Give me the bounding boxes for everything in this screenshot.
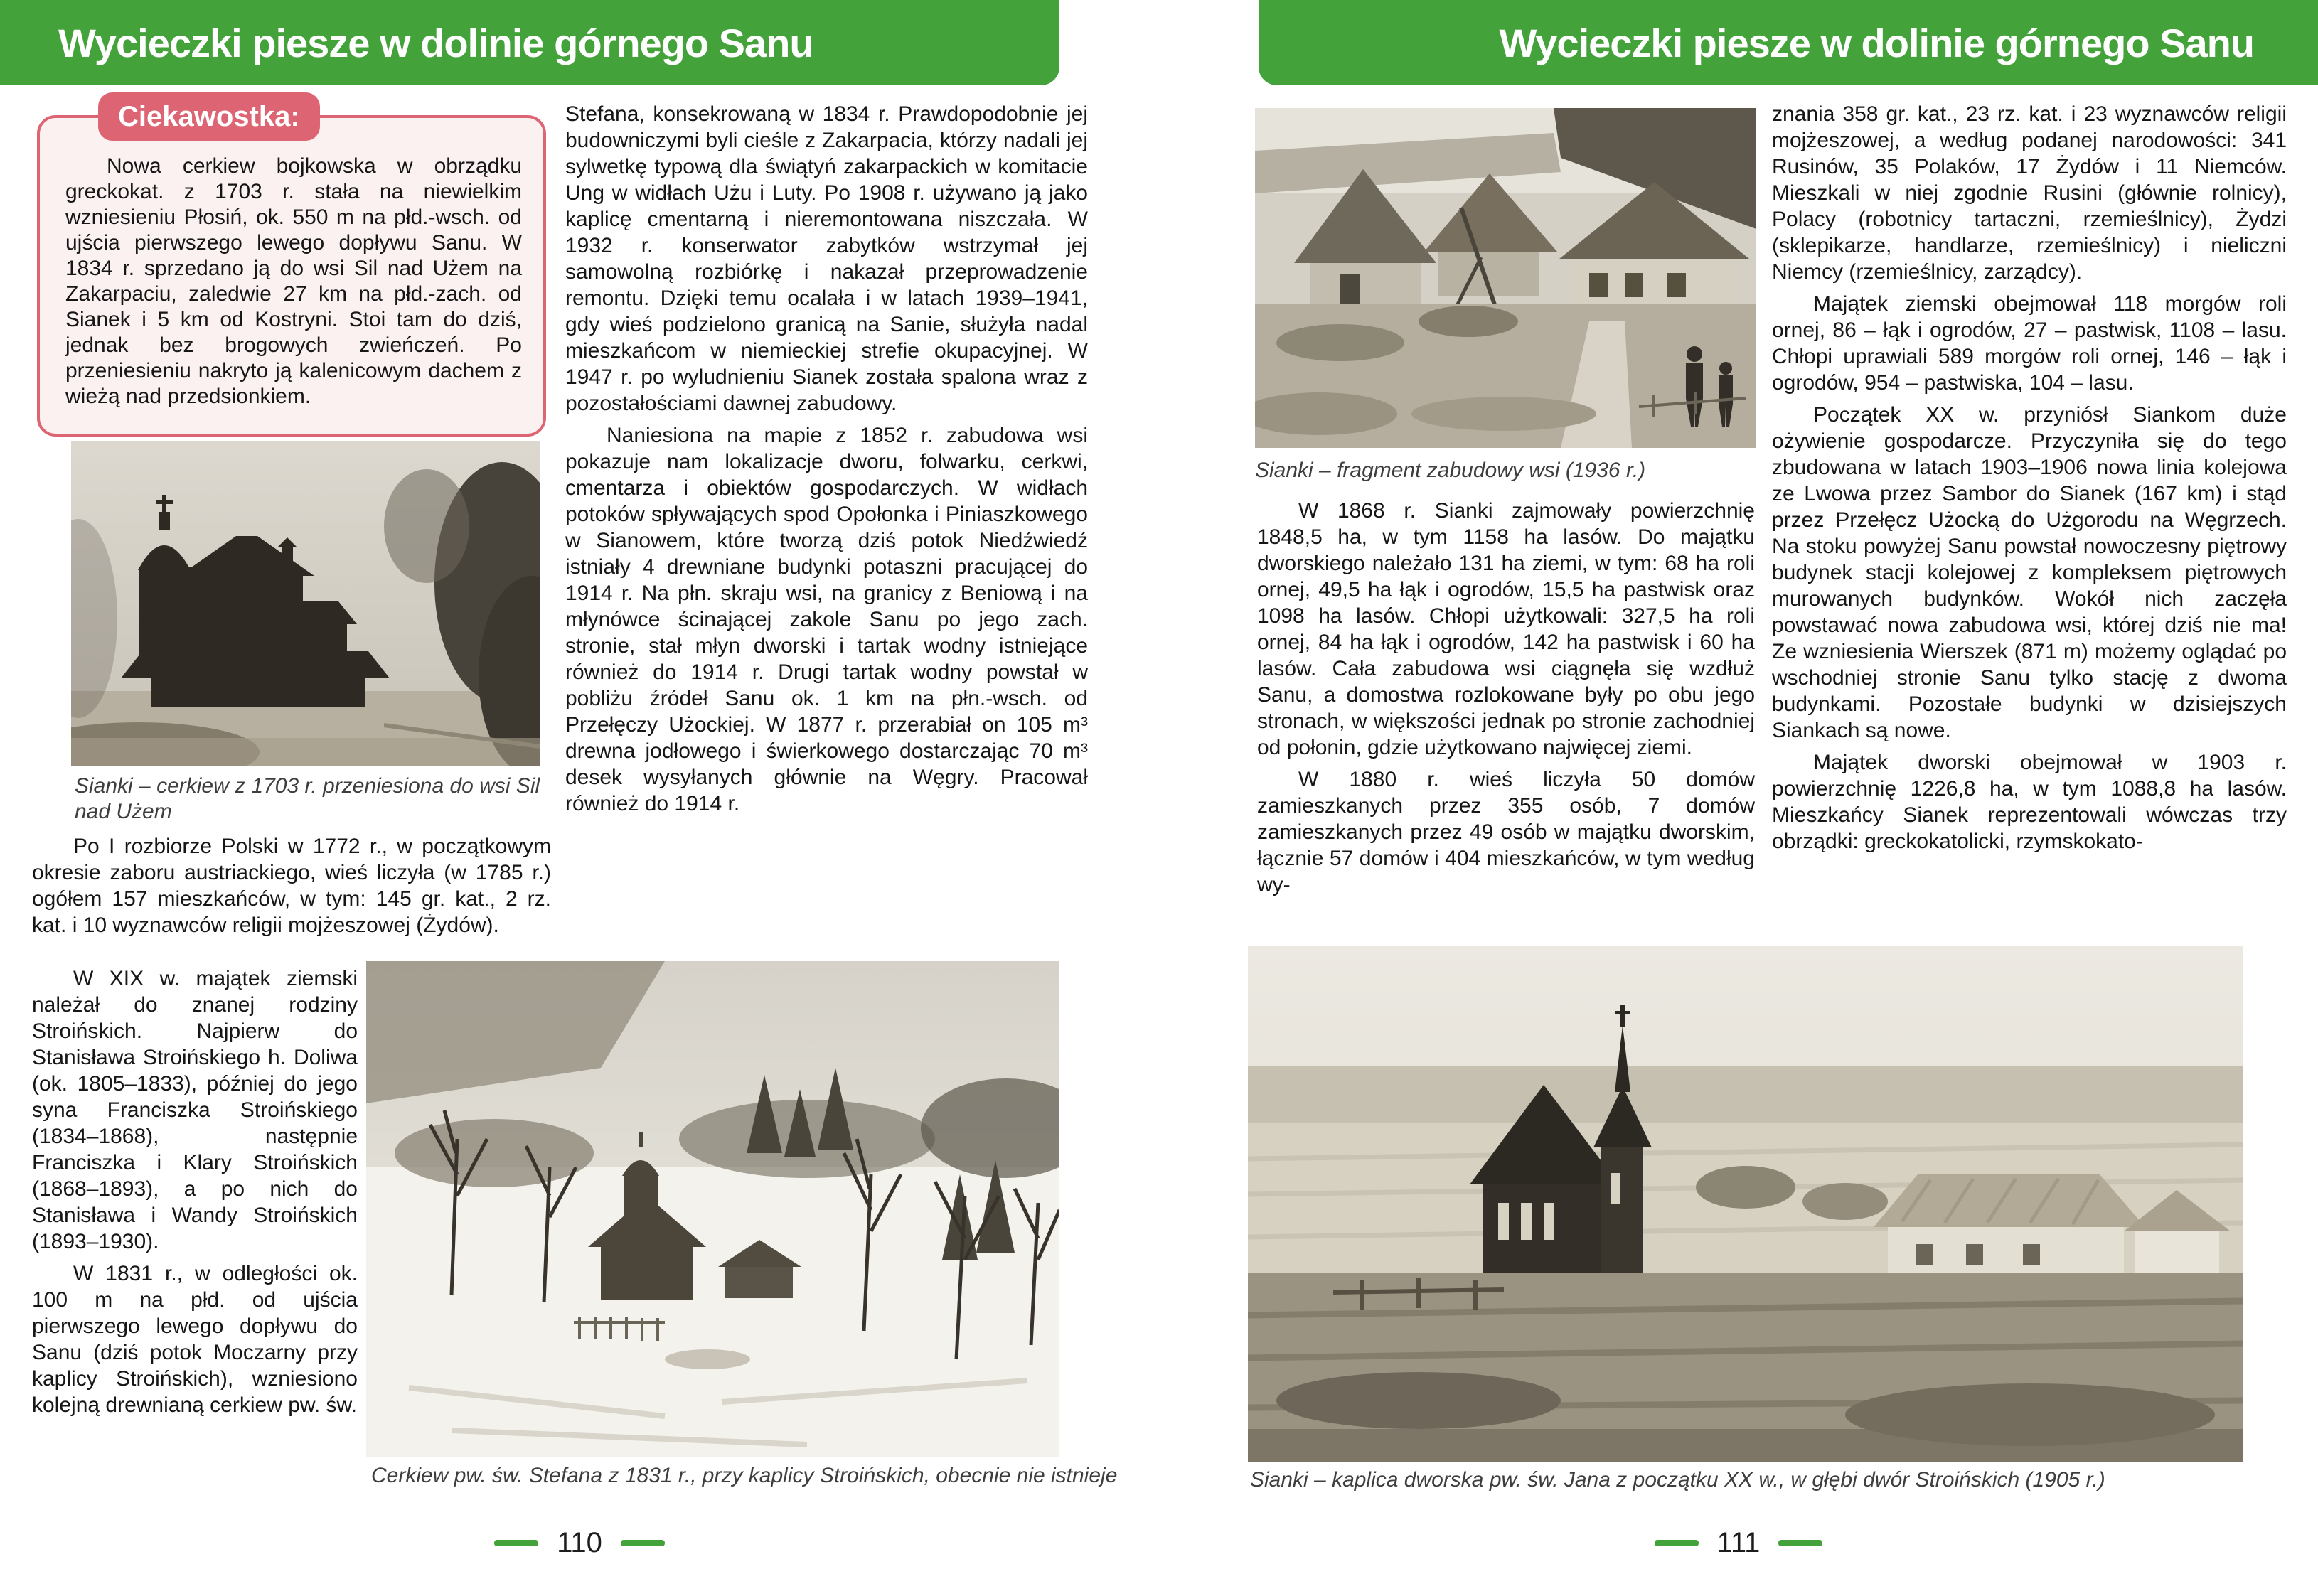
page-number-value: 111 [1716,1527,1761,1558]
right-page-title: Wycieczki piesze w dolinie górnego Sanu [1499,20,2254,65]
paragraph-1868: W 1868 r. Sianki zajmowały powierzchnię 1848,5 ha, w tym 1158 ha lasów. Do majątku dworskiego należało 131 ha ziemi, w tym: 68 ha roli ornej, 49,5 ha łąk i ogrodów, 15,5 ha pastwisk oraz 1098 ha lasów. Chłopi użytkowali: 327,5 ha roli ornej, 84 ha łąk i ogrodów, 142 ha pastwisk i 60 ha lasów. Cała zabudowa wsi ciągnęła się wzdłuż Sanu, a domostwa rozlokowane były po obu jego stronach, w większości jednak po stronie zachodniej od połonin, gdzie użytkowano najwięcej ziemi. [1257,499,1755,759]
paragraph-stefana: Stefana, konsekrowaną w 1834 r. Prawdopodobnie jej budowniczymi byli cieśle z Zakarpacia, którzy nadali jej sylwetkę typową dla świątyń zakarpackich w komitacie Ung w widłach Użu i Luty. Po 1908 r. używano ją jako kaplicę cmentarną i nieremontowana niszczała. W 1932 r. konserwator zabytków wstrzymał jej samowolną rozbiórkę i nakazał przeprowadzenie remontu. Dzięki temu ocalała i w latach 1939–1941, gdy wieś podzielono granicą na Sanie, służyła nadal mieszkańcom w niemieckiej strefie okupacyjnej. W 1947 r. po wyludnieniu Sianek została spalona wraz z pozostałościami dawnej zabudowy. [565,102,1088,415]
paragraph-rozbiory: Po I rozbiorze Polski w 1772 r., w początkowym okresie zaboru austriackiego, wieś liczyła (w 1785 r.) ogółem 157 mieszkańców, w tym: 145 gr. kat., 2 rz. kat. i 10 wyznawców religii mojżeszowej (Żydów). [32,835,551,937]
paragraph-majatek-dworski: Majątek dworski obejmował w 1903 r. powierzchnię 1226,8 ha, w tym 1088,8 ha lasów. Mieszkańcy Sianek reprezentowali wówczas trzy obrządki: greckokatolicki, rzymskokato- [1772,751,2287,853]
photo-winter-caption: Cerkiew pw. św. Stefana z 1831 r., przy kaplicy Stroińskich, obecnie nie istnieje [371,1464,1118,1487]
left-page-number [0,1527,1159,1559]
paragraph-1880: W 1880 r. wieś liczyła 50 domów zamieszkanych przez 355 osób, 7 domów zamieszkanych przez 49 osób w majątku dworskim, łącznie 57 domów i 404 mieszkańców, w tym według wy- [1257,768,1755,896]
paragraph-1831: W 1831 r., w odległości ok. 100 m na płd. od ujścia pierwszego lewego dopływu do Sanu (dziś potok Moczarny przy kaplicy Stroińskich), wzniesiono kolejną drewnianą cerkiew pw. św. [32,1262,358,1417]
paragraph-wyznania: znania 358 gr. kat., 23 rz. kat. i 23 wyznawców religii mojżeszowej, a według podanej narodowości: 341 Rusinów, 35 Polaków, 17 Żydów i 11 Niemców. Mieszkali w niej zgodnie Rusini (głównie rolnicy), Polacy (robotnicy tartaczni, rzemieślnicy), Żydzi (sklepikarze, handlarze, rzemieślnicy) i nieliczni Niemcy (rzemieślnicy, zarządcy). [1772,102,2287,284]
page-number-dash [1778,1540,1822,1546]
right-page-header-bar [1259,0,2318,85]
left-page-header-bar [0,0,1059,85]
paragraph-mapa-1852: Naniesiona na mapie z 1852 r. zabudowa wsi pokazuje nam lokalizacje dworu, folwarku, cerkwi, cmentarza i obiektów gospodarczych. W widłach potoków spływających spod Opołonka i Piniaszkowego w Sianowem, które tworzą dziś potok Niedźwiedź istniały 4 drewniane budynki potaszni pracującej do 1914 r. Na płn. skraju wsi, na granicy z Beniową i na młynówce ścinającej zakole Sanu po jego zach. stronie, stał młyn dworski i tartak wodny istniejące również do 1914 r. Drugi tartak wodny powstał w pobliżu źródeł Sanu ok. 1 km na płn.-wsch. od Przełęczy Użockiej. W 1877 r. przerabiał on 105 m³ drewna jodłowego i świerkowego dostarczając 70 m³ desek wysyłanych głównie na Węgry. Pracował również do 1914 r. [565,424,1088,815]
right-col2 [1772,101,2287,860]
photo-cerkiew-1703 [71,441,540,766]
chapel-photo-illustration [1248,946,2243,1462]
page-number-dash [621,1540,665,1546]
photo-wies-caption: Sianki – fragment zabudowy wsi (1936 r.) [1255,459,1646,482]
photo-cerkiew-caption: Sianki – cerkiew z 1703 r. przeniesiona do wsi Sil nad Użem [75,774,540,823]
photo-cerkiew-1831-zima [366,961,1059,1457]
fact-box-badge: Ciekawostka: [98,92,320,141]
left-col2 [565,101,1088,823]
left-col1 [32,833,551,944]
photo-kaplica-1905 [1248,946,2243,1462]
left-page-title: Wycieczki piesze w dolinie górnego Sanu [58,20,813,65]
right-page-number [1159,1527,2318,1559]
paragraph-kolej: Początek XX w. przyniósł Siankom duże ożywienie gospodarcze. Przyczyniła się do tego zbudowana w latach 1903–1906 nowa linia kolejowa ze Lwowa przez Sambor do Sianek (167 km) i stąd przez Przełęcz Użocką do Użgorodu na Węgrzech. Na stoku powyżej Sanu powstał nowoczesny piętrowy budynek stacji kolejowej z kompleksem piętrowych murowanych budynków. Wokół nich zaczęła powstawać nowa zabudowa wsi, której dziś nie ma! Ze wzniesienia Wierszek (871 m) możemy oglądać po wschodniej stronie Sanu tylko stację z dwoma budynkami. Pozostałe budynki w dzisiejszych Siankach są nowe. [1772,403,2287,742]
paragraph-stroinscy: W XIX w. majątek ziemski należał do znanej rodziny Stroińskich. Najpierw do Stanisława Stroińskiego h. Doliwa (ok. 1805–1833), później do jego syna Franciszka Stroińskiego (1834–1868), następnie Franciszka i Klary Stroińskich (1868–1893), a po nich do Stanisława i Wandy Stroińskich (1893–1930). [32,967,358,1253]
photo-kaplica-caption: Sianki – kaplica dworska pw. św. Jana z początku XX w., w głębi dwór Stroińskich (1905 r.) [1250,1468,2105,1491]
fact-box [37,115,546,437]
village-photo-illustration [1255,108,1756,448]
church-photo-illustration [71,441,540,766]
winter-photo-illustration [366,961,1059,1457]
page-number-dash [1655,1540,1699,1546]
page-number-dash [494,1540,538,1546]
paragraph-majatek-ziemski: Majątek ziemski obejmował 118 morgów roli ornej, 86 – łąk i ogrodów, 27 – pastwisk, 1108 – lasu. Chłopi uprawiali 589 morgów roli ornej, 146 – łąk i ogrodów, 954 – pastwiska, 104 – lasu. [1772,292,2287,395]
left-col1-narrow [32,965,358,1424]
right-col1 [1257,498,1755,904]
page-number-value: 110 [557,1527,602,1558]
photo-wies-1936 [1255,108,1756,448]
fact-box-text: Nowa cerkiew bojkowska w obrządku greckokat. z 1703 r. stała na niewielkim wzniesieniu Płosiń, ok. 550 m na płd.-wsch. od ujścia pierwszego lewego dopływu Sanu. W 1834 r. sprzedano ją do wsi Sil nad Użem na Zakarpaciu, zaledwie 27 km na płd.-zach. od Sianek i 5 km od Kostryni. Stoi tam do dziś, jednak bez brogowych zwieńczeń. Po przeniesieniu nakryto ją kalenicowym dachem z wieżą nad przedsionkiem. [65,154,522,408]
